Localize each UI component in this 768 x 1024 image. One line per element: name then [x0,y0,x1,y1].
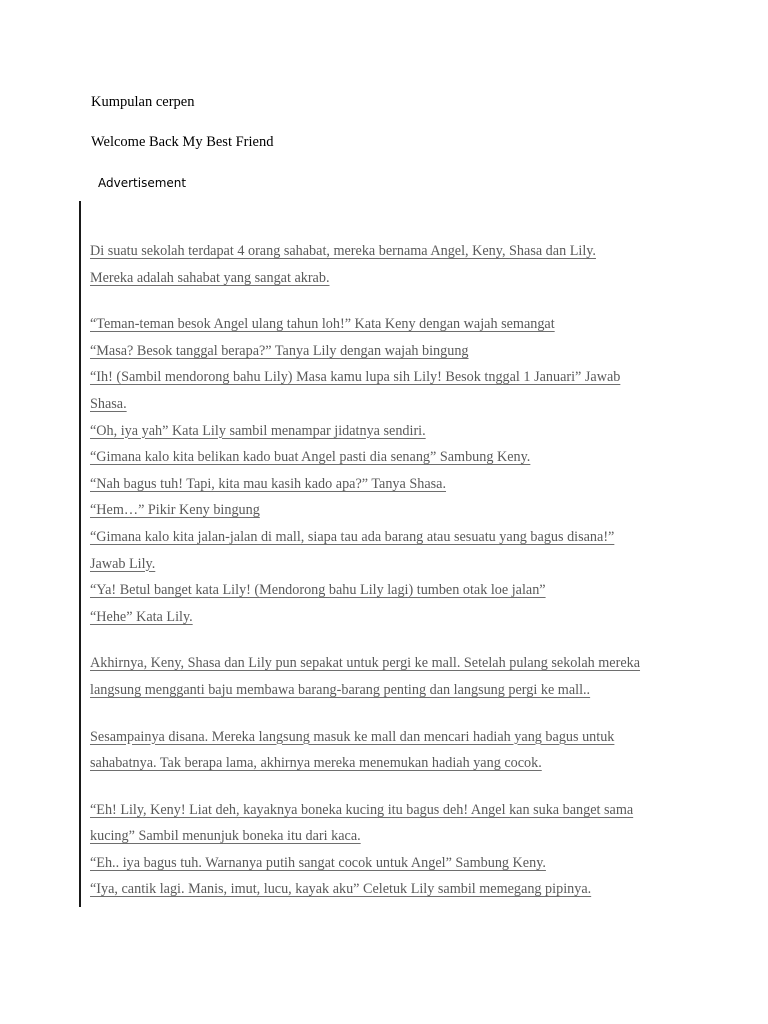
story-line: “Oh, iya yah” Kata Lily sambil menampar jidatnya sendiri. [90,422,426,439]
story-line: “Gimana kalo kita belikan kado buat Angel pasti dia senang” Sambung Keny. [90,449,531,466]
story-line: “Eh! Lily, Keny! Liat deh, kayaknya boneka kucing itu bagus deh! Angel kan suka banget sama [90,801,634,818]
story-paragraph [90,311,690,630]
story-line: Mereka adalah sahabat yang sangat akrab. [90,269,330,286]
story-line: “Iya, cantik lagi. Manis, imut, lucu, kayak aku” Celetuk Lily sambil memegang pipinya. [90,881,592,898]
story-line: Jawab Lily. [90,555,156,572]
story-line: “Ya! Betul banget kata Lily! (Mendorong bahu Lily lagi) tumben otak loe jalan” [90,582,546,599]
story-line: kucing” Sambil menunjuk boneka itu dari kaca. [90,828,361,845]
story-line: sahabatnya. Tak berapa lama, akhirnya mereka menemukan hadiah yang cocok. [90,755,542,772]
story-paragraph [90,238,690,291]
story-line: langsung mengganti baju membawa barang-barang penting dan langsung pergi ke mall.. [90,681,591,698]
story-line: “Masa? Besok tanggal berapa?” Tanya Lily dengan wajah bingung [90,342,469,359]
story-line: Sesampainya disana. Mereka langsung masuk ke mall dan mencari hadiah yang bagus untuk [90,728,615,745]
story-line: Di suatu sekolah terdapat 4 orang sahabat, mereka bernama Angel, Keny, Shasa dan Lily. [90,243,596,259]
change-bar [79,201,81,907]
story-paragraph [90,797,690,903]
story-line: “Ih! (Sambil mendorong bahu Lily) Masa kamu lupa sih Lily! Besok tnggal 1 Januari” Jawab [90,369,621,386]
story-line: “Nah bagus tuh! Tapi, kita mau kasih kado apa?” Tanya Shasa. [90,475,447,492]
story-body [90,238,690,903]
story-line: “Hem…” Pikir Keny bingung [90,502,260,519]
story-line: Shasa. [90,395,127,412]
story-paragraph [90,724,690,777]
story-line: “Gimana kalo kita jalan-jalan di mall, siapa tau ada barang atau sesuatu yang bagus disana!” [90,528,615,545]
story-line: “Hehe” Kata Lily. [90,608,193,625]
advertisement-label: Advertisement [98,176,187,190]
story-title: Welcome Back My Best Friend [91,134,274,150]
story-line: Akhirnya, Keny, Shasa dan Lily pun sepakat untuk pergi ke mall. Setelah pulang sekolah mereka [90,655,641,672]
story-paragraph [90,650,690,703]
story-line: “Eh.. iya bagus tuh. Warnanya putih sangat cocok untuk Angel” Sambung Keny. [90,854,546,871]
story-line: “Teman-teman besok Angel ulang tahun loh!” Kata Keny dengan wajah semangat [90,316,555,333]
collection-title: Kumpulan cerpen [91,94,195,110]
